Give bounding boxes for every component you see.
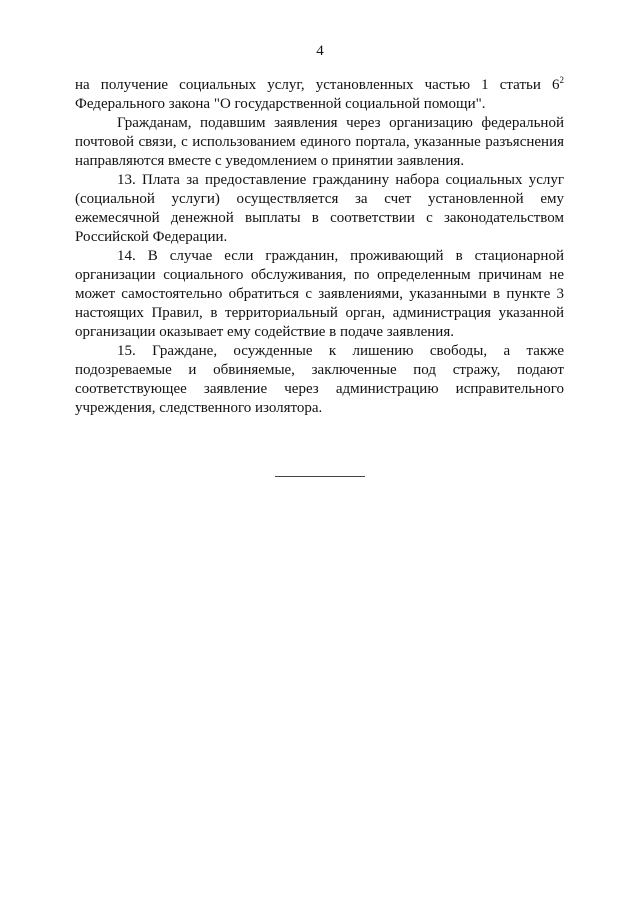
document-body — [75, 76, 564, 418]
end-of-document-rule — [275, 476, 365, 477]
page-number: 4 — [316, 43, 324, 59]
superscript: 2 — [559, 75, 564, 85]
paragraph-continuation — [75, 76, 564, 114]
paragraph-item-13: 13. Плата за предоставление гражданину набора социальных услуг (социальной услуги) осуществляется за счет установленной ему ежемесячной денежной выплаты в соответствии с законодательством Российской Федерации. — [75, 172, 564, 245]
paragraph-item-15: 15. Граждане, осужденные к лишению свободы, а также подозреваемые и обвиняемые, заключенные под стражу, подают соответствующее заявление через администрацию исправительного учреждения, следственного изолятора. — [75, 343, 564, 416]
paragraph-text-after: Федерального закона "О государственной социальной помощи". — [75, 96, 486, 112]
paragraph-text: на получение социальных услуг, установленных частью 1 статьи 6 — [75, 77, 560, 93]
paragraph-item-14: 14. В случае если гражданин, проживающий в стационарной организации социального обслуживания, по определенным причинам не может самостоятельно обратиться с заявлениями, указанными в пункте 3 настоящих Правил, в территориальный орган, администрация указанной организации оказывает ему содействие в подаче заявления. — [75, 248, 564, 340]
paragraph-clarifications: Гражданам, подавшим заявления через организацию федеральной почтовой связи, с использованием единого портала, указанные разъяснения направляются вместе с уведомлением о принятии заявления. — [75, 115, 564, 169]
